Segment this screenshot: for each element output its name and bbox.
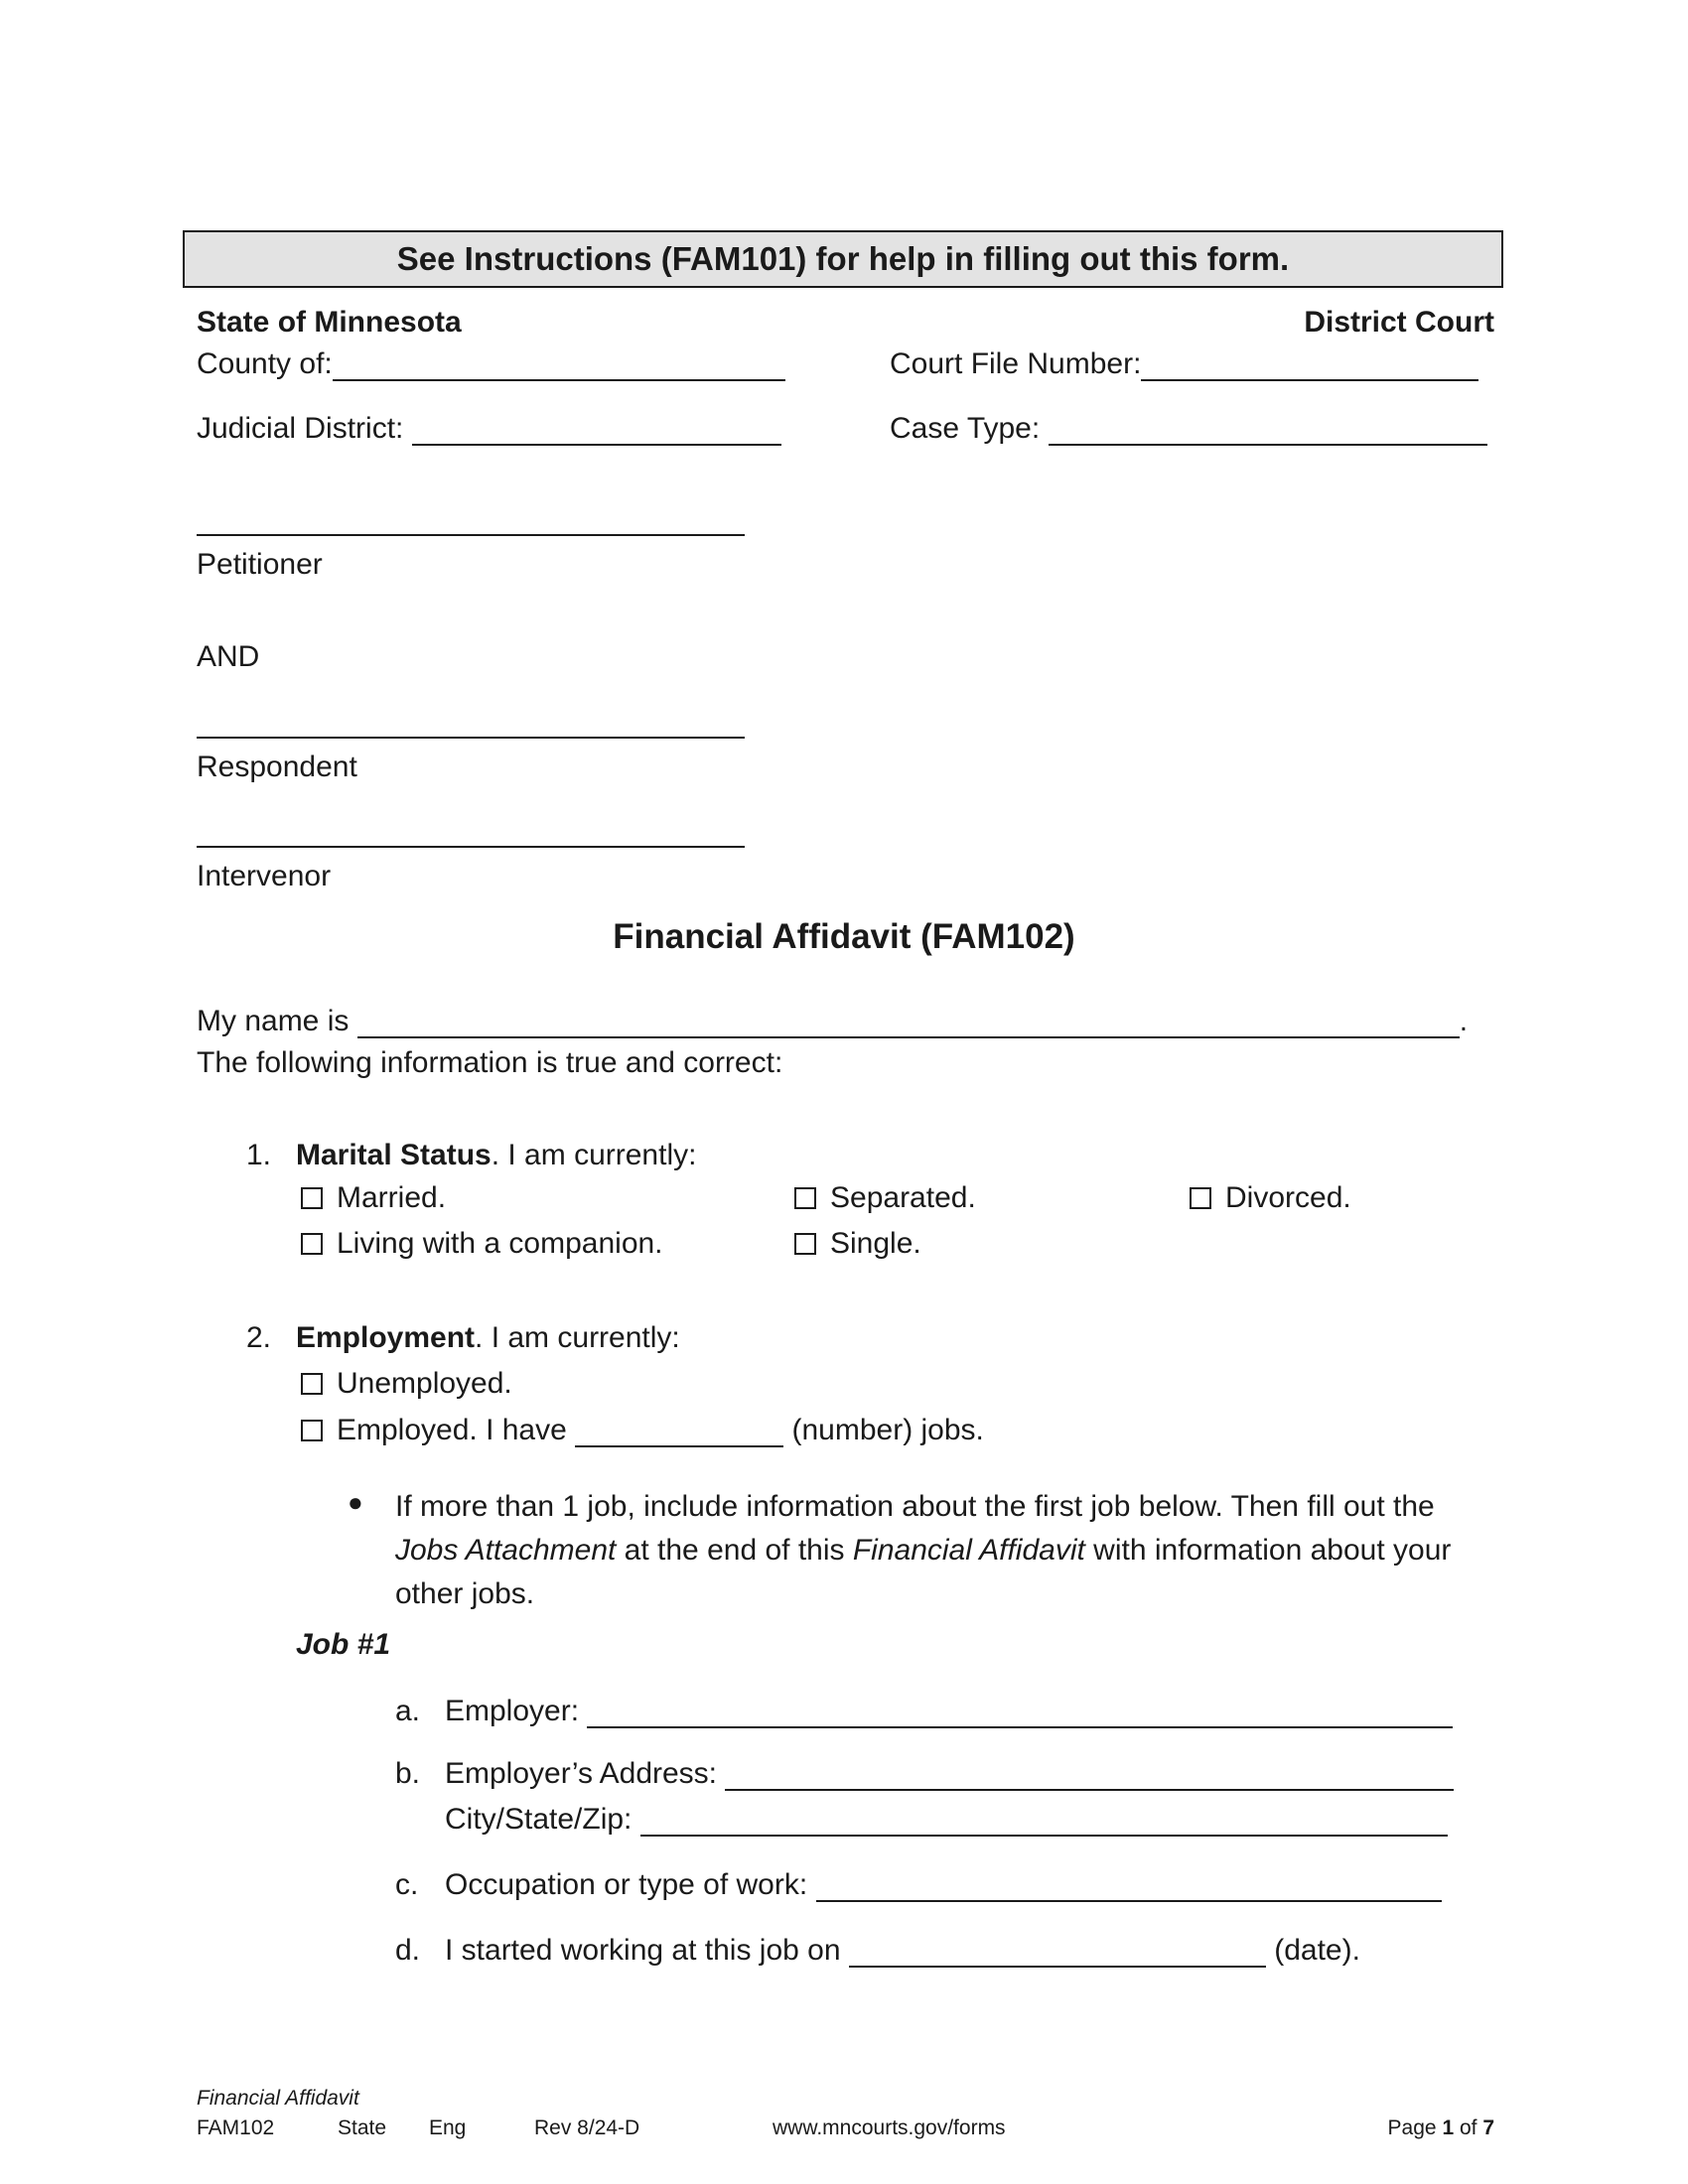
jobs-attachment-ref: Jobs Attachment bbox=[395, 1534, 617, 1567]
case-type-field bbox=[890, 412, 1487, 446]
county-label: County of: bbox=[197, 347, 333, 380]
option-married[interactable] bbox=[301, 1181, 446, 1215]
marital-number: 1. bbox=[246, 1139, 272, 1171]
employed-label: Employed. I have bbox=[337, 1414, 567, 1446]
job1-b-marker: b. bbox=[395, 1757, 421, 1790]
judicial-district-input-line[interactable] bbox=[412, 414, 781, 446]
my-name-label: My name is bbox=[197, 1005, 350, 1037]
option-divorced[interactable] bbox=[1190, 1181, 1351, 1215]
state-label: State of Minnesota bbox=[197, 306, 462, 339]
case-type-input-line[interactable] bbox=[1049, 414, 1487, 446]
married-label: Married. bbox=[337, 1181, 447, 1214]
divorced-checkbox[interactable] bbox=[1190, 1187, 1211, 1209]
option-separated[interactable] bbox=[794, 1181, 976, 1215]
page-of: of bbox=[1454, 2116, 1483, 2139]
start-date-input-line[interactable] bbox=[849, 1936, 1266, 1968]
footer-language: Eng bbox=[429, 2116, 467, 2139]
county-input-line[interactable] bbox=[333, 349, 785, 381]
my-name-field bbox=[197, 1005, 1468, 1038]
single-label: Single. bbox=[830, 1227, 921, 1260]
job1-heading: Job #1 bbox=[296, 1628, 391, 1661]
county-field bbox=[197, 347, 785, 381]
employed-suffix: (number) jobs. bbox=[791, 1414, 984, 1446]
case-type-label: Case Type: bbox=[890, 412, 1041, 445]
divorced-label: Divorced. bbox=[1225, 1181, 1351, 1214]
footer-revision: Rev 8/24-D bbox=[534, 2116, 640, 2139]
marital-heading-line bbox=[296, 1139, 696, 1172]
footer-state: State bbox=[338, 2116, 387, 2139]
jobs-attachment-note bbox=[395, 1485, 1497, 1616]
court-file-input-line[interactable] bbox=[1141, 349, 1478, 381]
footer-page-number bbox=[1388, 2116, 1494, 2140]
form-title: Financial Affidavit (FAM102) bbox=[613, 917, 1075, 956]
my-name-period: . bbox=[1459, 1005, 1469, 1037]
separated-checkbox[interactable] bbox=[794, 1187, 816, 1209]
job1-d-marker: d. bbox=[395, 1934, 421, 1967]
occupation-input-line[interactable] bbox=[816, 1870, 1442, 1902]
unemployed-checkbox[interactable] bbox=[301, 1373, 323, 1395]
separated-label: Separated. bbox=[830, 1181, 976, 1214]
respondent-label: Respondent bbox=[197, 751, 357, 783]
employer-address-label: Employer’s Address: bbox=[445, 1757, 718, 1790]
single-checkbox[interactable] bbox=[794, 1233, 816, 1255]
page-total: 7 bbox=[1482, 2116, 1494, 2139]
marital-heading: Marital Status bbox=[296, 1139, 492, 1171]
employment-heading-line bbox=[296, 1321, 680, 1355]
job1-c-marker: c. bbox=[395, 1868, 419, 1901]
note-text-3: with information about your other jobs. bbox=[395, 1534, 1452, 1610]
employer-input-line[interactable] bbox=[587, 1697, 1453, 1728]
option-unemployed[interactable] bbox=[301, 1367, 512, 1401]
footer-url[interactable]: www.mncourts.gov/forms bbox=[773, 2116, 1006, 2139]
note-text-2: at the end of this bbox=[616, 1534, 853, 1567]
true-correct-statement: The following information is true and correct: bbox=[197, 1046, 783, 1079]
instructions-banner: See Instructions (FAM101) for help in filling out this form. bbox=[183, 230, 1503, 288]
my-name-input-line[interactable] bbox=[357, 1007, 1460, 1038]
court-file-field bbox=[890, 347, 1478, 381]
court-label: District Court bbox=[1304, 306, 1494, 339]
employment-text: . I am currently: bbox=[475, 1321, 680, 1354]
option-employed[interactable] bbox=[301, 1414, 984, 1447]
unemployed-label: Unemployed. bbox=[337, 1367, 512, 1400]
footer-doc-title: Financial Affidavit bbox=[197, 2087, 359, 2110]
note-text-1: If more than 1 job, include information about the first job below. Then fill out the bbox=[395, 1490, 1435, 1523]
employer-label: Employer: bbox=[445, 1695, 580, 1727]
employer-address-field bbox=[445, 1757, 1454, 1791]
judicial-district-label: Judicial District: bbox=[197, 412, 404, 445]
city-state-zip-field bbox=[445, 1803, 1448, 1837]
option-living-with-companion[interactable] bbox=[301, 1227, 663, 1261]
living-with-companion-label: Living with a companion. bbox=[337, 1227, 663, 1260]
intervenor-label: Intervenor bbox=[197, 860, 332, 892]
petitioner-label: Petitioner bbox=[197, 548, 323, 581]
financial-affidavit-ref: Financial Affidavit bbox=[852, 1534, 1085, 1567]
city-state-zip-input-line[interactable] bbox=[640, 1805, 1448, 1837]
option-single[interactable] bbox=[794, 1227, 921, 1261]
occupation-label: Occupation or type of work: bbox=[445, 1868, 808, 1901]
intervenor-input-line[interactable] bbox=[197, 846, 745, 848]
married-checkbox[interactable] bbox=[301, 1187, 323, 1209]
employed-checkbox[interactable] bbox=[301, 1420, 323, 1441]
page-prefix: Page bbox=[1387, 2116, 1443, 2139]
employer-field bbox=[445, 1695, 1453, 1728]
start-date-label: I started working at this job on bbox=[445, 1934, 841, 1967]
start-date-field bbox=[445, 1934, 1360, 1968]
and-label: AND bbox=[197, 640, 260, 673]
employment-heading: Employment bbox=[296, 1321, 476, 1354]
court-file-label: Court File Number: bbox=[890, 347, 1142, 380]
living-with-companion-checkbox[interactable] bbox=[301, 1233, 323, 1255]
number-of-jobs-input-line[interactable] bbox=[575, 1416, 783, 1447]
employment-number: 2. bbox=[246, 1321, 272, 1354]
bullet-icon: ● bbox=[348, 1487, 363, 1517]
petitioner-input-line[interactable] bbox=[197, 534, 745, 536]
job1-a-marker: a. bbox=[395, 1695, 421, 1727]
footer-form-code: FAM102 bbox=[197, 2116, 275, 2139]
city-state-zip-label: City/State/Zip: bbox=[445, 1803, 633, 1836]
occupation-field bbox=[445, 1868, 1442, 1902]
marital-text: . I am currently: bbox=[491, 1139, 697, 1171]
employer-address-input-line[interactable] bbox=[725, 1759, 1454, 1791]
respondent-input-line[interactable] bbox=[197, 737, 745, 739]
page-current: 1 bbox=[1442, 2116, 1455, 2139]
start-date-suffix: (date). bbox=[1274, 1934, 1360, 1967]
judicial-district-field bbox=[197, 412, 781, 446]
